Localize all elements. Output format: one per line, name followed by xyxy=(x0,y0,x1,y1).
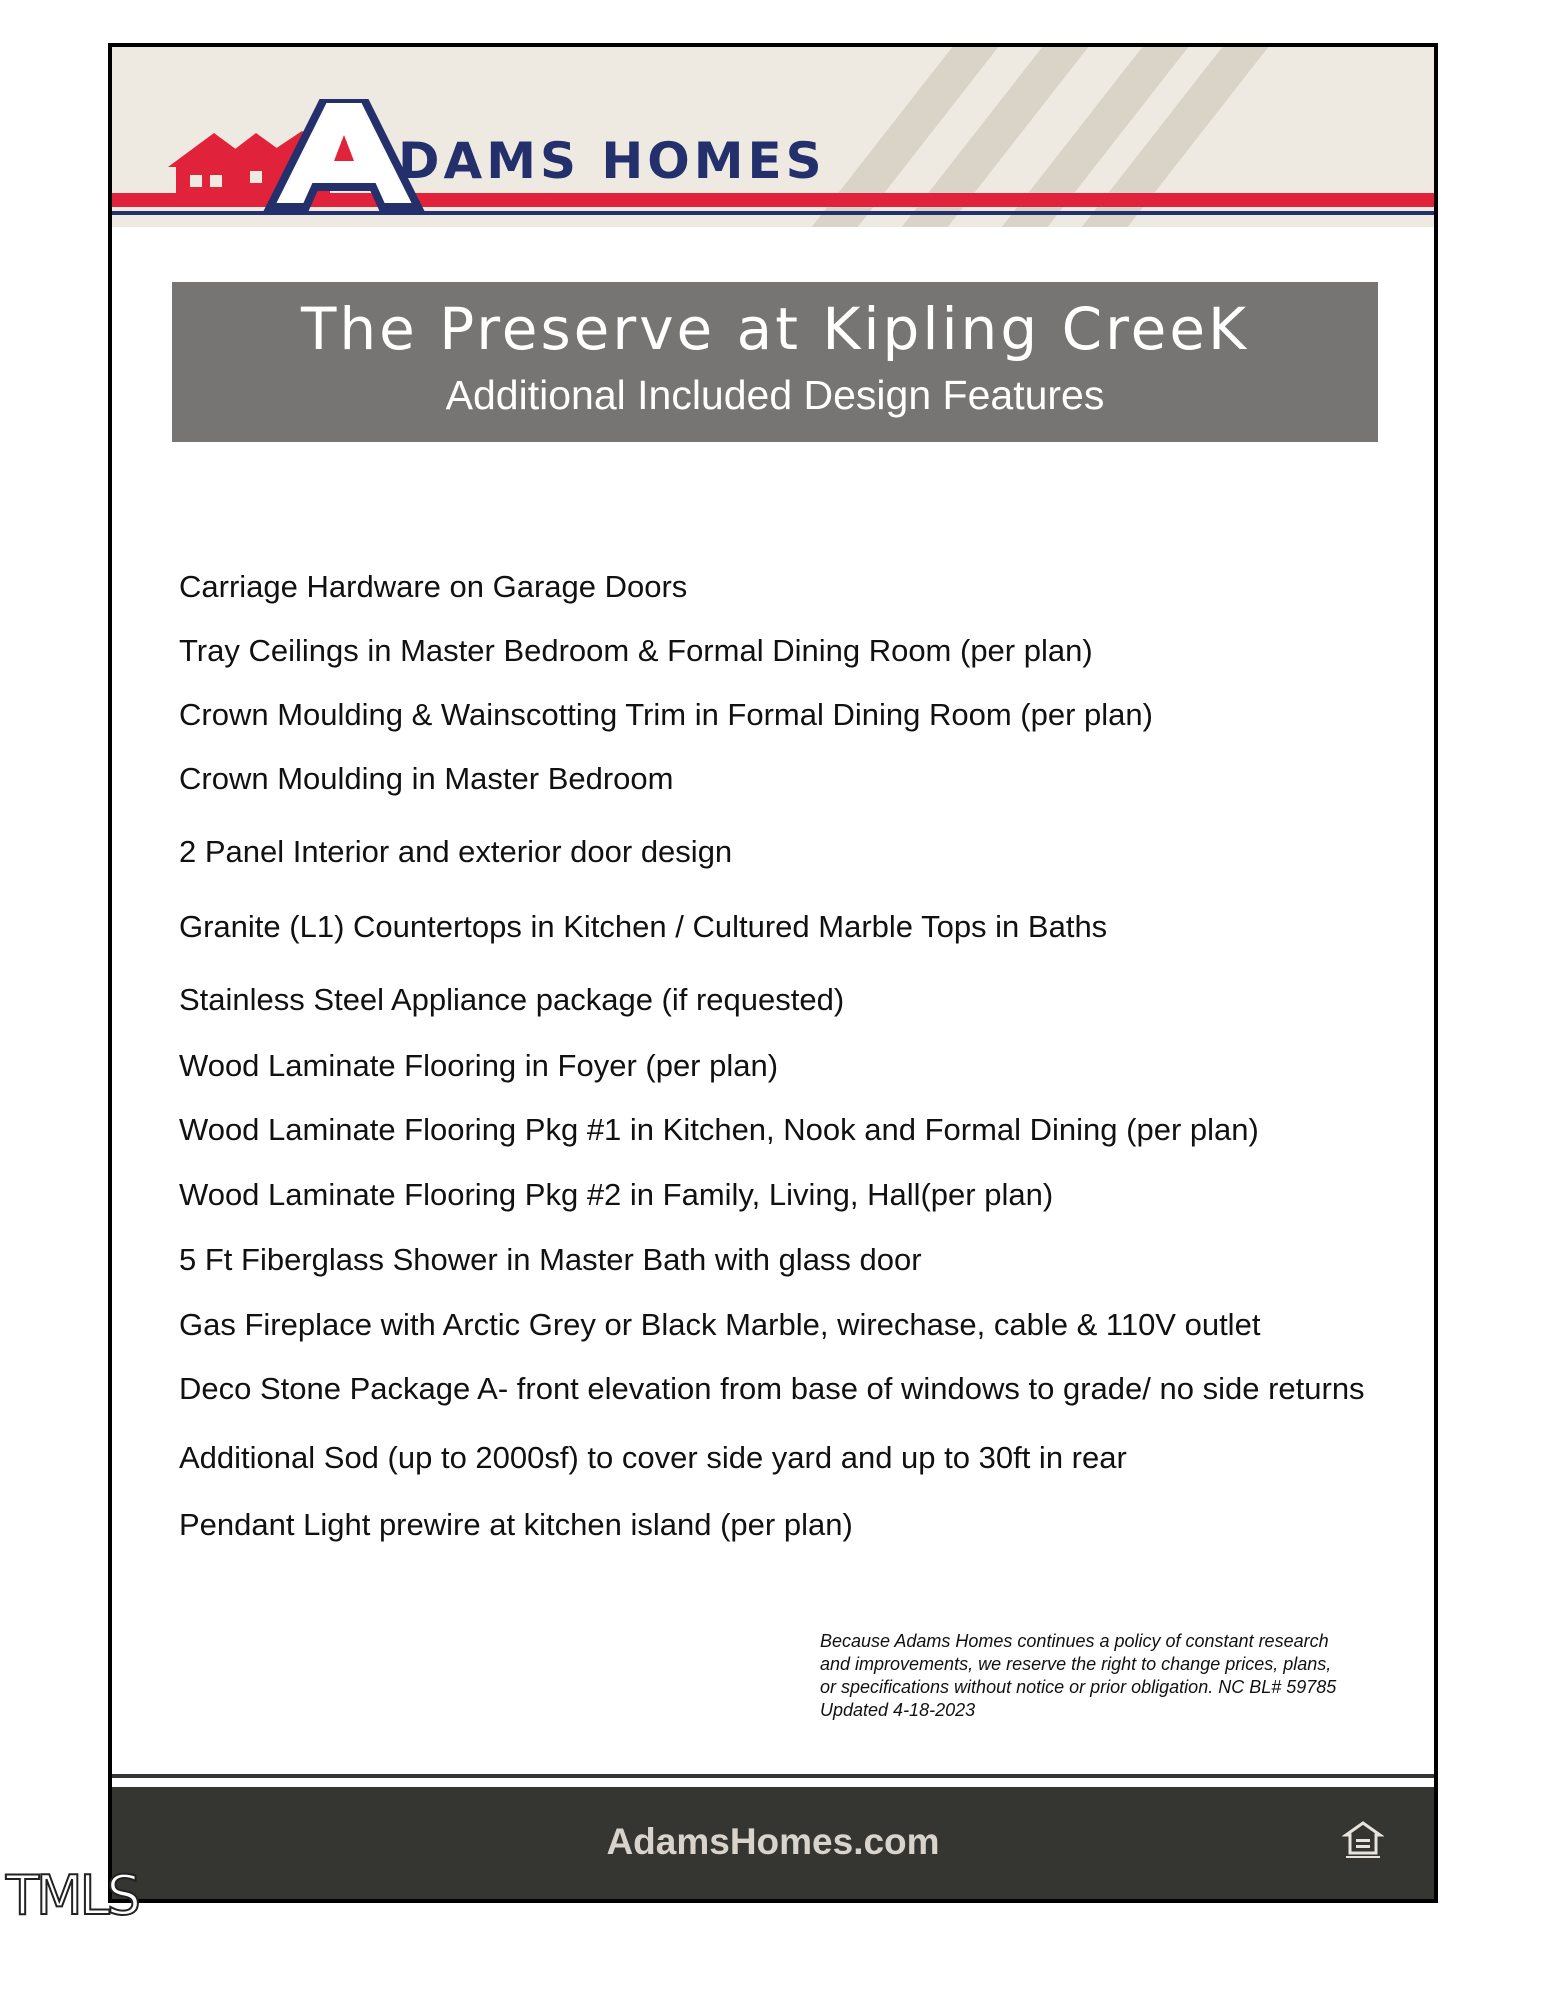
feature-item: Deco Stone Package A- front elevation from base of windows to grade/ no side returns xyxy=(179,1371,1365,1406)
header-banner xyxy=(112,47,1434,227)
footer xyxy=(112,1787,1434,1903)
page-subtitle: Additional Included Design Features xyxy=(445,372,1105,418)
feature-item: Stainless Steel Appliance package (if requested) xyxy=(179,982,845,1017)
feature-item: Wood Laminate Flooring in Foyer (per plan) xyxy=(179,1048,779,1083)
mls-watermark: TMLS xyxy=(6,1864,138,1927)
disclaimer-line: and improvements, we reserve the right to change prices, plans, xyxy=(820,1654,1332,1674)
feature-item: Granite (L1) Countertops in Kitchen / Cultured Marble Tops in Baths xyxy=(179,909,1108,944)
disclaimer xyxy=(820,1630,1380,1722)
disclaimer-line: or specifications without notice or prior obligation. NC BL# 59785 xyxy=(820,1677,1337,1697)
feature-item: Crown Moulding & Wainscotting Trim in Formal Dining Room (per plan) xyxy=(179,697,1153,732)
svg-text:A: A xyxy=(152,99,153,100)
disclaimer-updated: Updated 4-18-2023 xyxy=(820,1700,976,1720)
feature-item: Carriage Hardware on Garage Doors xyxy=(179,569,688,604)
title-box xyxy=(172,282,1378,442)
feature-item: Tray Ceilings in Master Bedroom & Formal Dining Room (per plan) xyxy=(179,633,1093,668)
footer-divider xyxy=(112,1774,1434,1778)
flyer-frame xyxy=(108,43,1438,1903)
disclaimer-line: Because Adams Homes continues a policy of constant research xyxy=(820,1631,1329,1651)
feature-item: Crown Moulding in Master Bedroom xyxy=(179,761,674,796)
feature-item: Additional Sod (up to 2000sf) to cover side yard and up to 30ft in rear xyxy=(179,1440,1127,1475)
feature-item: Wood Laminate Flooring Pkg #2 in Family, Living, Hall(per plan) xyxy=(179,1177,1054,1212)
feature-item: Gas Fireplace with Arctic Grey or Black Marble, wirechase, cable & 110V outlet xyxy=(179,1307,1261,1342)
page-title: The Preserve at Kipling CreeK xyxy=(300,295,1250,363)
feature-item: 5 Ft Fiberglass Shower in Master Bath with glass door xyxy=(179,1242,922,1277)
equal-housing-opportunity-icon xyxy=(1342,1819,1384,1861)
brand-name: DAMS HOMES xyxy=(398,132,826,190)
feature-item: Pendant Light prewire at kitchen island (per plan) xyxy=(179,1507,853,1542)
website-link[interactable]: AdamsHomes.com xyxy=(606,1821,940,1862)
feature-item: 2 Panel Interior and exterior door design xyxy=(179,834,733,869)
feature-item: Wood Laminate Flooring Pkg #1 in Kitchen, Nook and Formal Dining (per plan) xyxy=(179,1112,1259,1147)
